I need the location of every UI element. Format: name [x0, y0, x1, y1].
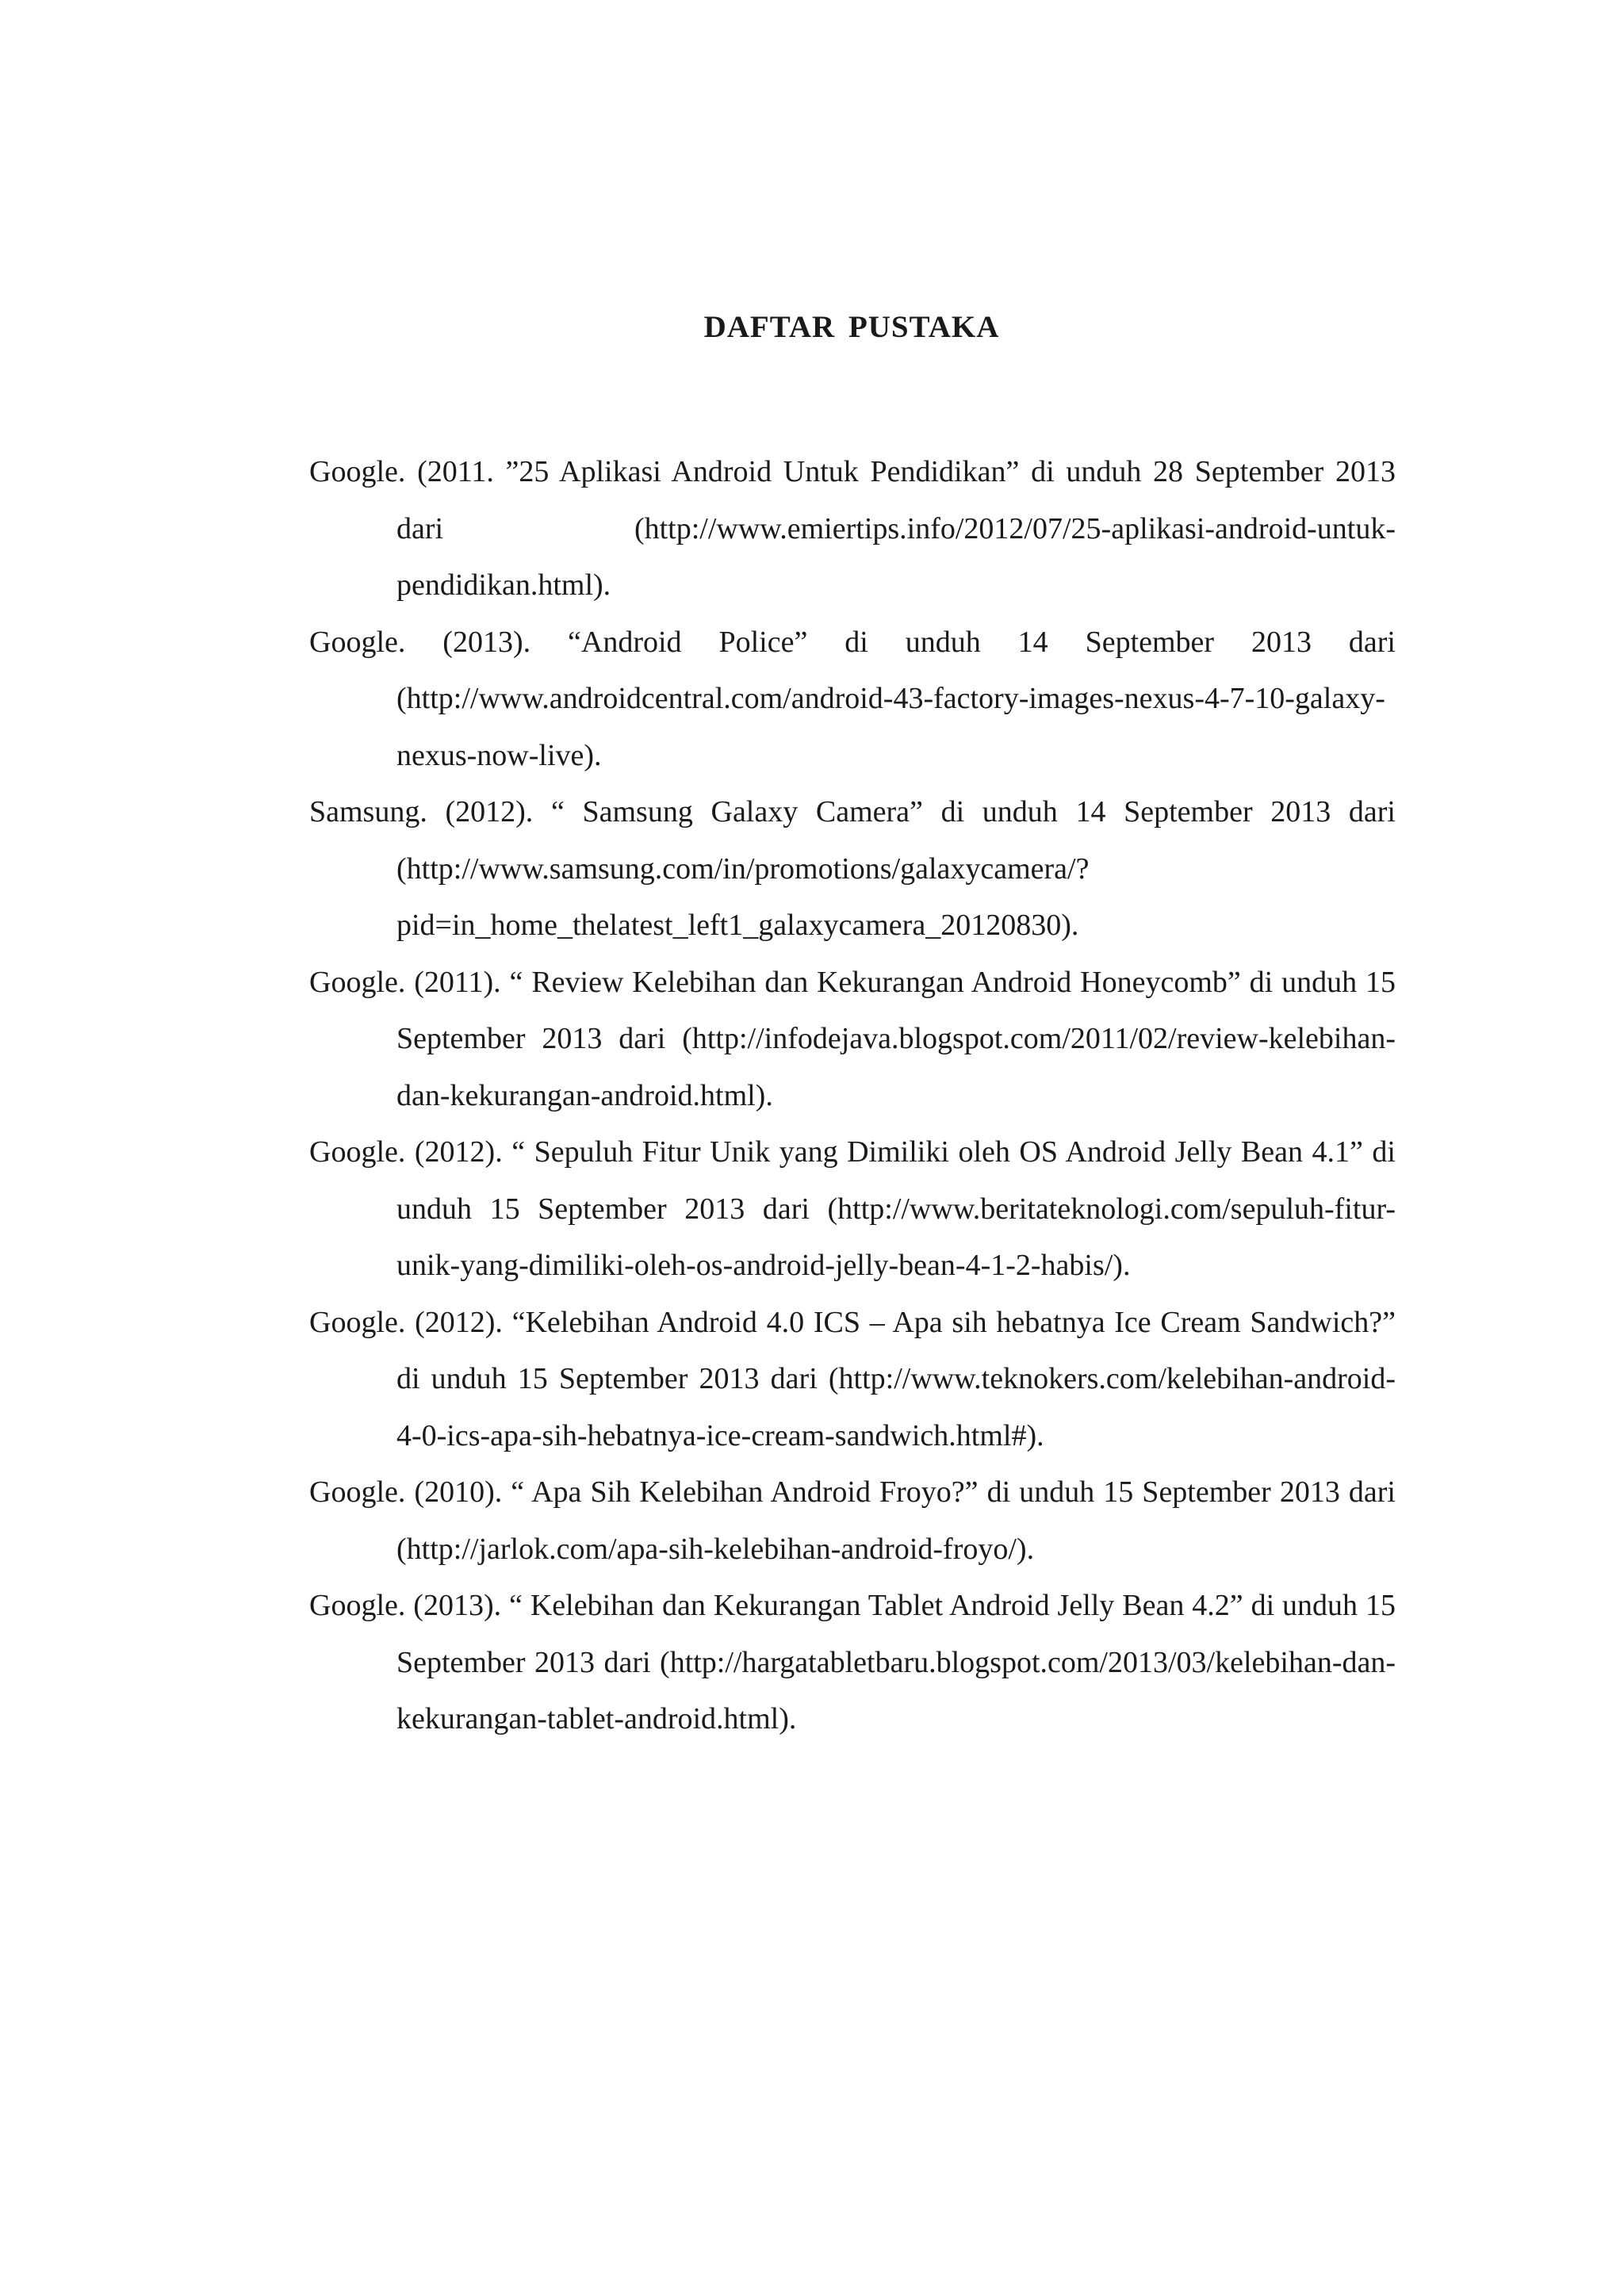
reference-entry: Google. (2011. ”25 Aplikasi Android Untuk Pendidikan” di unduh 28 September 2013 dari (http://www.emiertips.info/2012/07/25-aplikasi-android-untuk-pendidikan.html). — [309, 455, 1396, 602]
reference-entry: Google. (2012). “ Sepuluh Fitur Unik yang Dimiliki oleh OS Android Jelly Bean 4.1” di unduh 15 September 2013 dari (http://www.beritateknologi.com/sepuluh-fitur-unik-yang-dimiliki-oleh-os-android-jelly-bean-4-1-2-habis/). — [309, 1135, 1396, 1282]
reference-entry: Google. (2013). “Android Police” di unduh 14 September 2013 dari (http://www.androidcentral.com/android-43-factory-images-nexus-4-7-10-galaxy-nexus-now-live). — [309, 625, 1396, 772]
reference-entry: Google. (2011). “ Review Kelebihan dan Kekurangan Android Honeycomb” di unduh 15 September 2013 dari (http://infodejava.blogspot.com/2011/02/review-kelebihan-dan-kekurangan-android.html). — [309, 965, 1396, 1112]
page-title: DAFTAR PUSTAKA — [703, 310, 1000, 344]
reference-list — [309, 444, 1396, 1748]
reference-entry: Google. (2012). “Kelebihan Android 4.0 ICS – Apa sih hebatnya Ice Cream Sandwich?” di unduh 15 September 2013 dari (http://www.teknokers.com/kelebihan-android-4-0-ics-apa-sih-hebatnya-ice-cream-sandwich.html#). — [309, 1305, 1396, 1452]
reference-entry: Samsung. (2012). “ Samsung Galaxy Camera” di unduh 14 September 2013 dari (http://www.samsung.com/in/promotions/galaxycamera/?pid=in_home_thelatest_left1_galaxycamera_20120830). — [309, 795, 1396, 942]
reference-entry: Google. (2010). “ Apa Sih Kelebihan Android Froyo?” di unduh 15 September 2013 dari (http://jarlok.com/apa-sih-kelebihan-android-froyo/). — [309, 1475, 1396, 1566]
reference-entry: Google. (2013). “ Kelebihan dan Kekurangan Tablet Android Jelly Bean 4.2” di unduh 15 September 2013 dari (http://hargatabletbaru.blogspot.com/2013/03/kelebihan-dan-kekurangan-tablet-android.html). — [309, 1589, 1396, 1735]
